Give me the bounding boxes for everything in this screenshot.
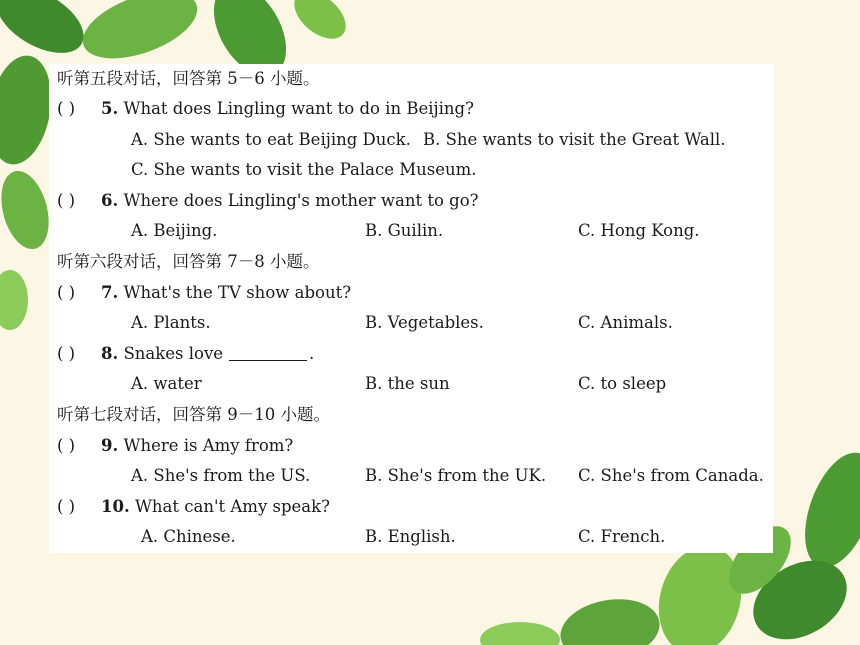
question-5 [49,94,773,124]
answer-bracket[interactable]: ( ) [57,99,76,118]
answer-bracket[interactable]: ( ) [57,436,76,455]
answer-bracket[interactable]: ( ) [57,344,76,363]
question-text-end: . [309,344,315,363]
question-text: Where does Lingling's mother want to go? [123,191,479,210]
options-5-row2 [49,155,773,185]
options-10 [49,522,773,552]
question-number: 5. [101,99,119,118]
question-panel [49,64,773,553]
question-text: Where is Amy from? [123,436,294,455]
option-a[interactable]: A. She wants to eat Beijing Duck. [131,130,411,149]
option-a[interactable]: A. Chinese. [141,527,236,546]
option-c[interactable]: C. French. [578,527,666,546]
options-7 [49,308,773,338]
question-7 [49,278,773,308]
options-8 [49,369,773,399]
question-number: 10. [101,497,130,516]
section-heading-5: 听第五段对话，回答第 5－6 小题。 [57,69,320,88]
option-b[interactable]: B. Guilin. [365,221,444,240]
option-a[interactable]: A. water [131,374,202,393]
options-5-row1 [49,125,773,155]
question-text: Snakes love [123,344,224,363]
question-10 [49,492,773,522]
answer-bracket[interactable]: ( ) [57,191,76,210]
option-a[interactable]: A. Beijing. [131,221,218,240]
question-number: 7. [101,283,119,302]
section-heading-7: 听第七段对话，回答第 9－10 小题。 [57,405,330,424]
fill-blank [229,342,307,361]
option-c[interactable]: C. to sleep [578,374,667,393]
option-c[interactable]: C. She's from Canada. [578,466,764,485]
option-a[interactable]: A. She's from the US. [131,466,311,485]
option-c[interactable]: C. Animals. [578,313,673,332]
option-b[interactable]: B. Vegetables. [365,313,484,332]
question-number: 8. [101,344,119,363]
question-number: 6. [101,191,119,210]
question-9 [49,431,773,461]
option-a[interactable]: A. Plants. [131,313,211,332]
option-b[interactable]: B. She wants to visit the Great Wall. [423,130,726,149]
option-c[interactable]: C. She wants to visit the Palace Museum. [131,160,477,179]
question-text: What's the TV show about? [123,283,352,302]
options-9 [49,461,773,491]
answer-bracket[interactable]: ( ) [57,283,76,302]
option-b[interactable]: B. She's from the UK. [365,466,547,485]
question-text: What can't Amy speak? [134,497,330,516]
section-heading-6: 听第六段对话，回答第 7－8 小题。 [57,252,320,271]
question-6 [49,186,773,216]
question-number: 9. [101,436,119,455]
options-6 [49,216,773,246]
question-8 [49,339,773,369]
option-c[interactable]: C. Hong Kong. [578,221,700,240]
option-b[interactable]: B. the sun [365,374,450,393]
question-text: What does Lingling want to do in Beijing? [123,99,474,118]
option-b[interactable]: B. English. [365,527,456,546]
answer-bracket[interactable]: ( ) [57,497,76,516]
